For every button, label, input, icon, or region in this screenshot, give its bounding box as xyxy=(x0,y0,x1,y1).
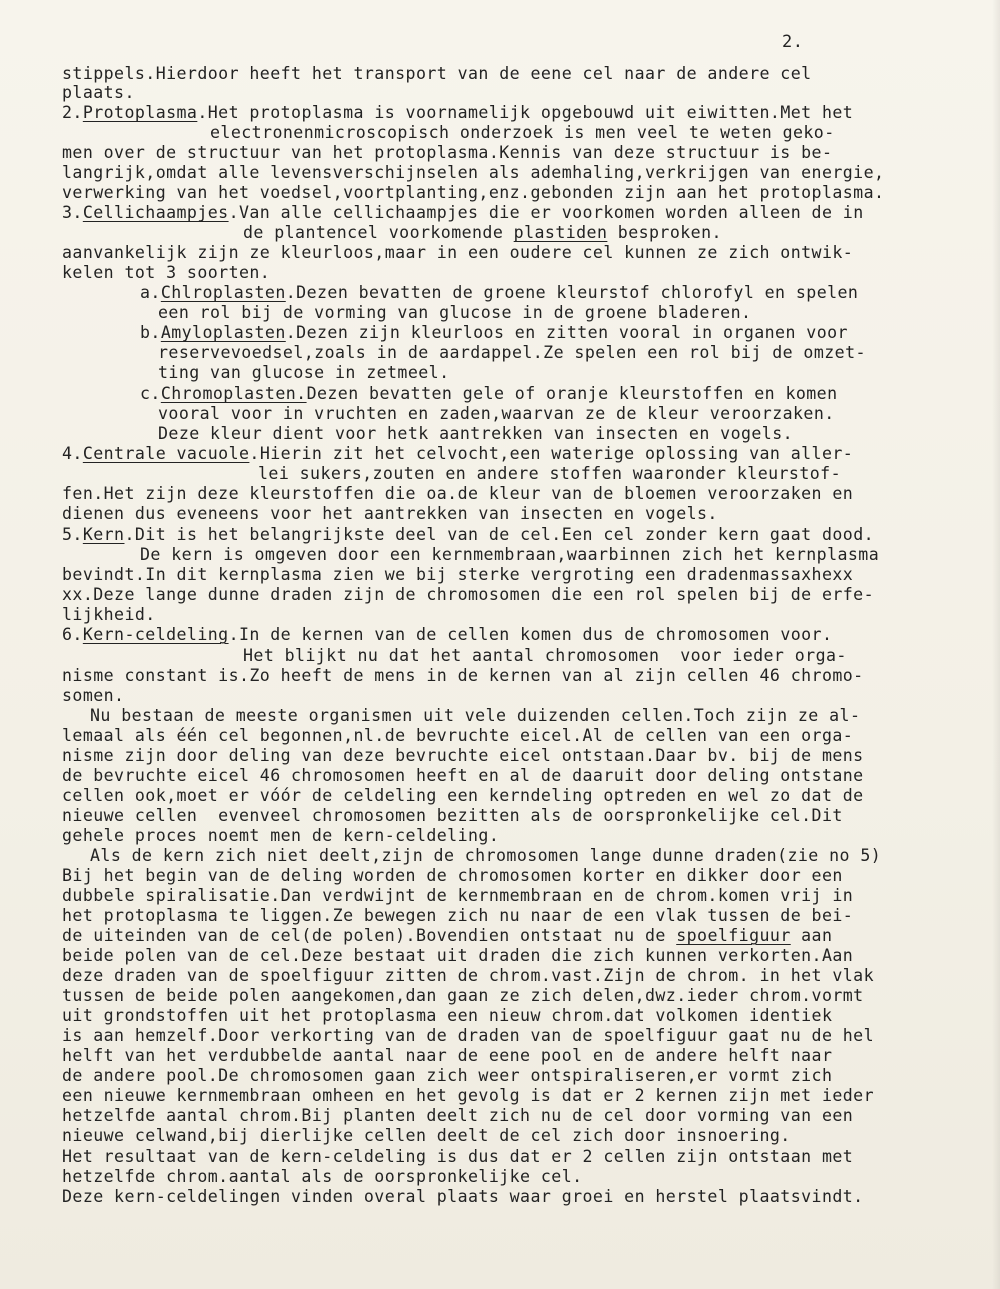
text-segment: de uiteinden van de cel(de polen).Bovendien ontstaat nu de xyxy=(62,926,677,945)
text-segment: 3. xyxy=(62,203,83,222)
text-line xyxy=(62,1126,791,1146)
text-segment: Het blijkt nu dat het aantal chromosomen voor ieder orga- xyxy=(243,646,847,665)
text-line xyxy=(62,726,853,746)
text-line xyxy=(62,1046,832,1066)
text-segment: a. xyxy=(140,283,161,302)
text-line xyxy=(62,163,884,183)
text-line xyxy=(62,605,156,625)
text-line xyxy=(62,64,812,84)
text-line xyxy=(62,886,853,906)
text-line xyxy=(62,666,864,686)
text-segment: reservevoedsel,zoals in de aardappel.Ze spelen een rol bij de omzet- xyxy=(158,343,866,362)
text-line xyxy=(62,504,718,524)
text-line xyxy=(62,525,874,545)
text-segment: gehele proces noemt men de kern-celdeling. xyxy=(62,826,500,845)
text-segment: dienen dus eveneens voor het aantrekken van insecten en vogels. xyxy=(62,504,718,523)
text-line xyxy=(62,746,864,766)
text-segment: hetzelfde aantal chrom.Bij planten deelt zich nu de cel door vorming van een xyxy=(62,1106,854,1125)
underlined-heading: Centrale vacuole xyxy=(82,444,250,463)
text-segment: aan xyxy=(790,926,833,945)
text-segment: hetzelfde chrom.aantal als de oorspronkelijke cel. xyxy=(62,1167,583,1186)
underlined-heading: Chromoplasten. xyxy=(160,384,307,403)
text-line xyxy=(62,1167,583,1187)
text-segment: electronenmicroscopisch onderzoek is men veel te weten geko- xyxy=(210,123,835,142)
text-segment: nieuwe cellen evenveel chromosomen bezitten als de oorspronkelijke cel.Dit xyxy=(62,806,843,825)
text-line xyxy=(62,83,135,103)
text-segment: de andere pool.De chromosomen gaan zich weer ontspiraliseren,er vormt zich xyxy=(62,1066,833,1085)
text-line xyxy=(62,484,853,504)
text-line xyxy=(62,585,874,605)
text-segment: .Dit is het belangrijkste deel van de cel.Een cel zonder kern gaat dood. xyxy=(124,525,875,544)
text-line xyxy=(158,343,866,363)
text-segment: helft van het verdubbelde aantal naar de eene pool en de andere helft naar xyxy=(62,1046,833,1065)
text-line xyxy=(140,283,858,303)
text-segment: De kern is omgeven door een kernmembraan,waarbinnen zich het kernplasma xyxy=(140,545,880,564)
underlined-heading: spoelfiguur xyxy=(676,926,791,945)
text-line xyxy=(62,243,853,263)
text-segment: .In de kernen van de cellen komen dus de chromosomen voor. xyxy=(228,625,833,644)
text-segment: b. xyxy=(140,323,161,342)
text-line xyxy=(62,625,832,645)
text-line xyxy=(90,706,860,726)
text-line xyxy=(62,1006,832,1026)
text-segment: 4. xyxy=(62,444,83,463)
text-segment: uit grondstoffen uit het protoplasma een nieuw chrom.dat volkomen identiek xyxy=(62,1006,833,1025)
text-line xyxy=(62,103,853,123)
text-segment: besproken. xyxy=(607,223,722,242)
text-line xyxy=(62,1066,832,1086)
text-line xyxy=(62,444,853,464)
text-line xyxy=(62,1106,853,1126)
text-segment: langrijk,omdat alle levensverschijnselen als ademhaling,verkrijgen van energie, xyxy=(62,163,885,182)
text-line xyxy=(140,323,848,343)
text-segment: kelen tot 3 soorten. xyxy=(62,263,271,282)
text-segment: het protoplasma te liggen.Ze bewegen zich nu naar de een vlak tussen de bei- xyxy=(62,906,854,925)
text-segment: nisme constant is.Zo heeft de mens in de kernen van al zijn cellen 46 chromo- xyxy=(62,666,864,685)
text-segment: Als de kern zich niet deelt,zijn de chromosomen lange dunne draden(zie no 5) xyxy=(90,846,882,865)
text-segment: 6. xyxy=(62,625,83,644)
text-line xyxy=(258,464,841,484)
text-segment: Het resultaat van de kern-celdeling is dus dat er 2 cellen zijn ontstaan met xyxy=(62,1147,854,1166)
text-segment: de plantencel voorkomende xyxy=(243,223,514,242)
underlined-heading: Protoplasma xyxy=(82,103,198,122)
text-line xyxy=(62,926,832,946)
text-line xyxy=(158,424,793,444)
text-segment: aanvankelijk zijn ze kleurloos,maar in een oudere cel kunnen ze zich ontwik- xyxy=(62,243,854,262)
text-segment: xx.Deze lange dunne draden zijn de chromosomen die een rol spelen bij de erfe- xyxy=(62,585,875,604)
underlined-heading: Amyloplasten xyxy=(160,323,286,342)
underlined-heading: plastiden xyxy=(513,223,608,242)
text-line xyxy=(90,846,881,866)
text-line xyxy=(62,686,124,706)
text-segment: vooral voor in vruchten en zaden,waarvan ze de kleur veroorzaken. xyxy=(158,404,835,423)
text-segment: .Het protoplasma is voornamelijk opgebouwd uit eiwitten.Met het xyxy=(197,103,854,122)
text-segment: somen. xyxy=(62,686,125,705)
text-segment: plaats. xyxy=(62,83,135,102)
text-segment: lemaal als één cel begonnen,nl.de bevruchte eicel.Al de cellen van een orga- xyxy=(62,726,854,745)
text-segment: tussen de beide polen aangekomen,dan gaan ze zich delen,dwz.ieder chrom.vormt xyxy=(62,986,864,1005)
text-segment: lei sukers,zouten en andere stoffen waaronder kleurstof- xyxy=(258,464,841,483)
text-segment: Nu bestaan de meeste organismen uit vele duizenden cellen.Toch zijn ze al- xyxy=(90,706,861,725)
text-segment: Deze kern-celdelingen vinden overal plaats waar groei en herstel plaatsvindt. xyxy=(62,1187,864,1206)
text-segment: is aan hemzelf.Door verkorting van de draden van de spoelfiguur gaat nu de hel xyxy=(62,1026,875,1045)
text-line xyxy=(243,223,722,243)
text-line xyxy=(243,646,847,666)
text-line xyxy=(140,384,838,404)
text-segment: een rol bij de vorming van glucose in de groene bladeren. xyxy=(158,303,752,322)
text-line xyxy=(62,766,864,786)
text-line xyxy=(62,1026,874,1046)
text-line xyxy=(158,303,751,323)
text-line xyxy=(62,565,853,585)
text-line xyxy=(62,826,499,846)
text-line xyxy=(210,123,835,143)
text-segment: fen.Het zijn deze kleurstoffen die oa.de kleur van de bloemen veroorzaken en xyxy=(62,484,854,503)
text-line xyxy=(62,986,864,1006)
text-segment: Bij het begin van de deling worden de chromosomen korter en dikker door een xyxy=(62,866,843,885)
underlined-heading: Cellichaampjes xyxy=(82,203,229,222)
underlined-heading: Kern xyxy=(82,525,125,544)
paper-edge-shadow xyxy=(992,0,1000,1289)
text-line xyxy=(62,866,843,886)
text-line xyxy=(158,363,450,383)
text-segment: beide polen van de cel.Deze bestaat uit draden die zich kunnen verkorten.Aan xyxy=(62,946,854,965)
text-segment: de bevruchte eicel 46 chromosomen heeft en al de daaruit door deling ontstane xyxy=(62,766,864,785)
text-line xyxy=(62,183,884,203)
text-segment: ting van glucose in zetmeel. xyxy=(158,363,450,382)
text-segment: verwerking van het voedsel,voortplanting,enz.gebonden zijn aan het protoplasma. xyxy=(62,183,885,202)
text-line xyxy=(62,1187,864,1207)
text-line xyxy=(62,263,270,283)
text-line xyxy=(62,786,864,806)
text-segment: een nieuwe kernmembraan omheen en het gevolg is dat er 2 kernen zijn met ieder xyxy=(62,1086,875,1105)
text-segment: .Hierin zit het celvocht,een waterige oplossing van aller- xyxy=(249,444,854,463)
text-segment: c. xyxy=(140,384,161,403)
text-segment: cellen ook,moet er vóór de celdeling een kerndeling optreden en wel zo dat de xyxy=(62,786,864,805)
text-segment: .Dezen bevatten de groene kleurstof chlorofyl en spelen xyxy=(285,283,859,302)
text-line xyxy=(62,806,843,826)
text-line xyxy=(140,545,879,565)
text-line xyxy=(158,404,835,424)
text-line xyxy=(62,906,853,926)
text-line xyxy=(62,966,874,986)
text-line xyxy=(62,203,864,223)
page-number: 2. xyxy=(782,32,804,52)
text-line xyxy=(62,143,832,163)
text-line xyxy=(62,1086,874,1106)
text-segment: 5. xyxy=(62,525,83,544)
text-segment: lijkheid. xyxy=(62,605,156,624)
text-segment: dubbele spiralisatie.Dan verdwijnt de kernmembraan en de chrom.komen vrij in xyxy=(62,886,854,905)
text-segment: men over de structuur van het protoplasma.Kennis van deze structuur is be- xyxy=(62,143,833,162)
text-segment: nieuwe celwand,bij dierlijke cellen deelt de cel zich door insnoering. xyxy=(62,1126,791,1145)
text-segment: bevindt.In dit kernplasma zien we bij sterke vergroting een dradenmassaxhexx xyxy=(62,565,854,584)
text-segment: Dezen bevatten gele of oranje kleurstoffen en komen xyxy=(306,384,838,403)
text-segment: stippels.Hierdoor heeft het transport van de eene cel naar de andere cel xyxy=(62,64,812,83)
text-segment: .Van alle cellichaampjes die er voorkomen worden alleen de in xyxy=(228,203,864,222)
text-segment: .Dezen zijn kleurloos en zitten vooral in organen voor xyxy=(285,323,848,342)
underlined-heading: Kern-celdeling xyxy=(82,625,229,644)
text-segment: deze draden van de spoelfiguur zitten de chrom.vast.Zijn de chrom. in het vlak xyxy=(62,966,875,985)
text-segment: 2. xyxy=(62,103,83,122)
text-segment: nisme zijn door deling van deze bevruchte eicel ontstaan.Daar bv. bij de mens xyxy=(62,746,864,765)
text-line xyxy=(62,1147,853,1167)
text-line xyxy=(62,946,853,966)
text-segment: Deze kleur dient voor hetk aantrekken van insecten en vogels. xyxy=(158,424,794,443)
underlined-heading: Chlroplasten xyxy=(160,283,286,302)
